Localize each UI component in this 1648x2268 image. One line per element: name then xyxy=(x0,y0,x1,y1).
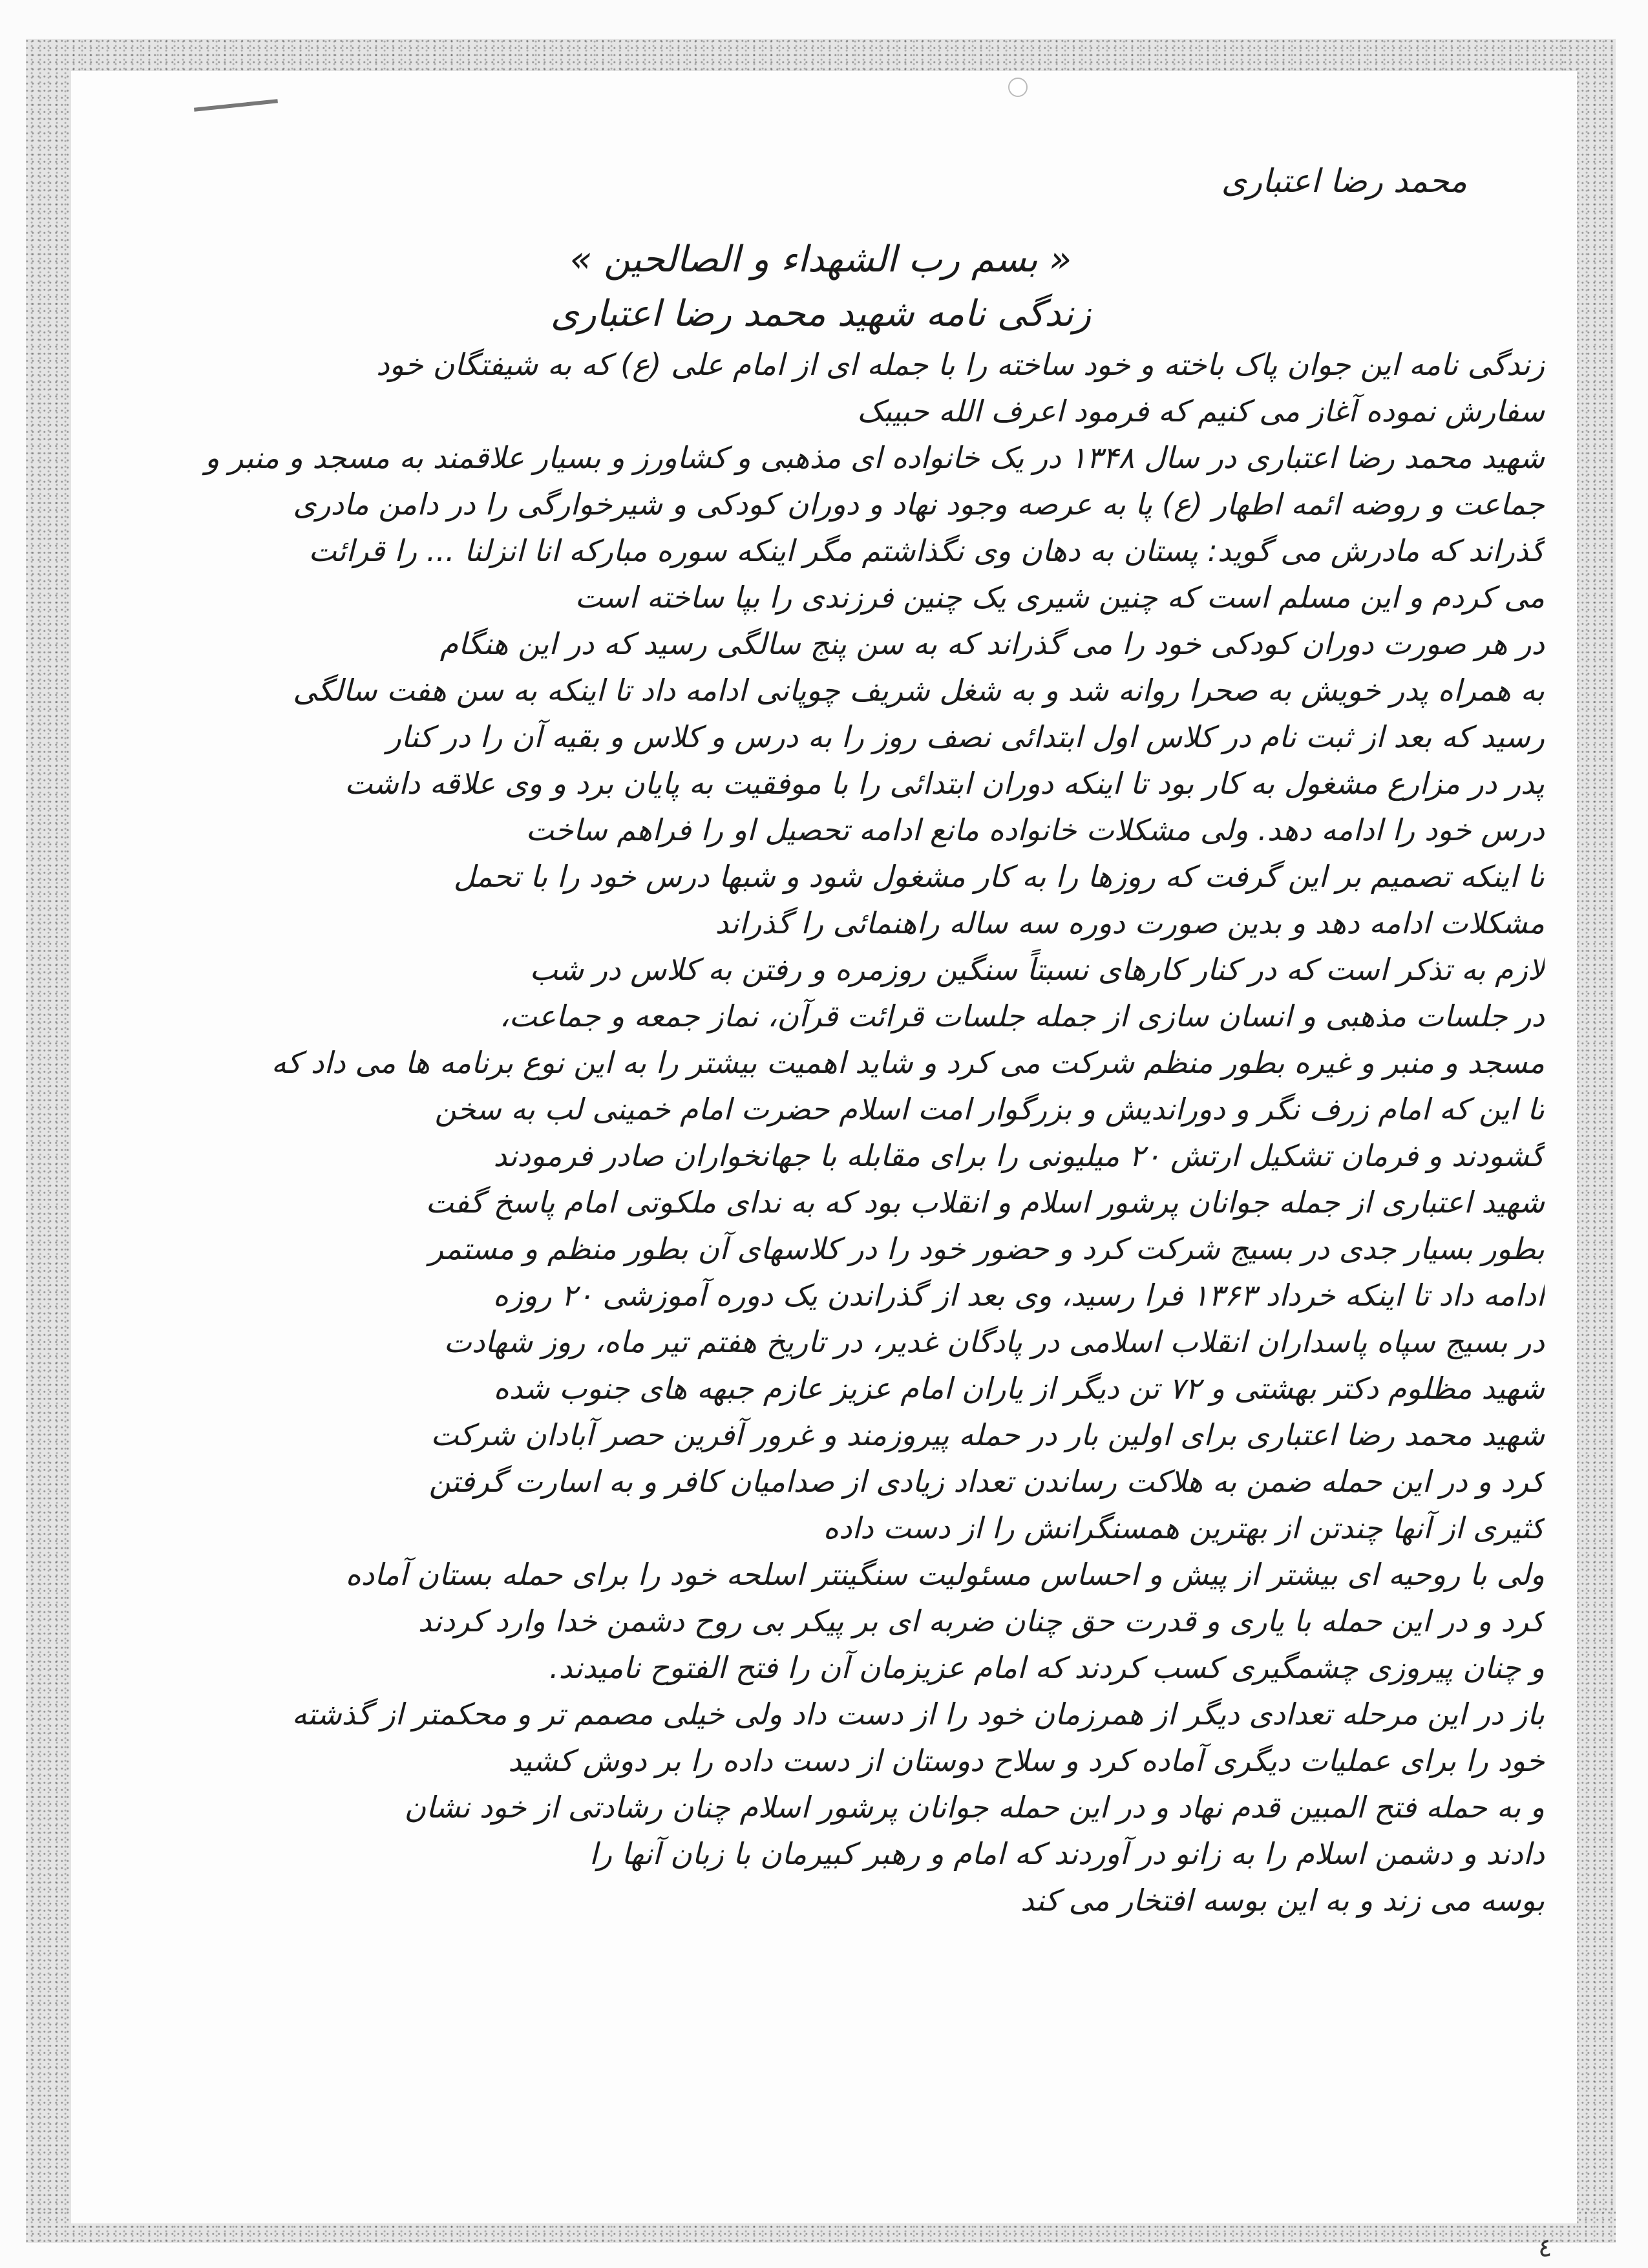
text-line: رسید که بعد از ثبت نام در کلاس اول ابتدائی نصف روز را به درس و کلاس و بقیه آن را در کنار xyxy=(386,719,1545,754)
author-note: محمد رضا اعتباری xyxy=(1221,162,1467,200)
heading-invocation: « بسم رب الشهداء و الصالحین » xyxy=(569,238,1072,281)
text-line: دادند و دشمن اسلام را به زانو در آوردند که امام و رهبر کبیرمان با زبان آنها را xyxy=(589,1836,1545,1871)
text-line: در بسیج سپاه پاسداران انقلاب اسلامی در پادگان غدیر، در تاریخ هفتم تیر ماه، روز شهادت xyxy=(443,1324,1545,1359)
text-line: مسجد و منبر و غیره بطور منظم شرکت می کرد و شاید اهمیت بیشتر را به این نوع برنامه ها می داد که xyxy=(271,1045,1545,1080)
text-line: تا اینکه تصمیم بر این گرفت که روزها را به کار مشغول شود و شبها درس خود را با تحمل xyxy=(453,859,1545,894)
punch-hole-mark xyxy=(1008,78,1028,97)
text-line: ادامه داد تا اینکه خرداد ۱۳۶۳ فرا رسید، وی بعد از گذراندن یک دوره آموزشی ۲۰ روزه xyxy=(492,1278,1545,1313)
text-line: سفارش نموده آغاز می کنیم که فرمود اعرف الله حبیبک xyxy=(857,394,1545,429)
text-line: گشودند و فرمان تشکیل ارتش ۲۰ میلیونی را برای مقابله با جهانخواران صادر فرمودند xyxy=(493,1138,1545,1173)
text-line: بوسه می زند و به این بوسه افتخار می کند xyxy=(1020,1883,1545,1918)
text-line: گذراند که مادرش می گوید: پستان به دهان وی نگذاشتم مگر اینکه سوره مبارکه انا انزلنا ... را قرائت xyxy=(308,533,1545,568)
text-line: زندگی نامه این جوان پاک باخته و خود ساخته را با جمله ای از امام علی (ع) که به شیفتگان خود xyxy=(376,347,1545,382)
text-line: تا این که امام زرف نگر و دوراندیش و بزرگوار امت اسلام حضرت امام خمینی لب به سخن xyxy=(434,1092,1545,1127)
text-line: ولی با روحیه ای بیشتر از پیش و احساس مسئولیت سنگینتر اسلحه خود را برای حمله بستان آماده xyxy=(345,1557,1545,1592)
text-line: شهید مظلوم دکتر بهشتی و ۷۲ تن دیگر از یاران امام عزیز عازم جبهه های جنوب شده xyxy=(493,1371,1545,1406)
text-line: شهید اعتباری از جمله جوانان پرشور اسلام و انقلاب بود که به ندای ملکوتی امام پاسخ گفت xyxy=(425,1185,1545,1220)
text-line: پدر در مزارع مشغول به کار بود تا اینکه دوران ابتدائی را با موفقیت به پایان برد و وی علاقه داشت xyxy=(344,766,1545,801)
text-line: در هر صورت دوران کودکی خود را می گذراند که به سن پنج سالگی رسید که در این هنگام xyxy=(439,626,1545,661)
handwritten-text-block xyxy=(97,142,1545,1924)
text-line: می کردم و این مسلم است که چنین شیری یک چنین فرزندی را بپا ساخته است xyxy=(575,580,1545,615)
text-line: باز در این مرحله تعدادی دیگر از همرزمان خود را از دست داد ولی خیلی مصمم تر و محکمتر از گذشته xyxy=(291,1697,1545,1732)
text-line: به همراه پدر خویش به صحرا روانه شد و به شغل شریف چوپانی ادامه داد تا اینکه به سن هفت سالگی xyxy=(293,673,1545,708)
text-line: شهید محمد رضا اعتباری برای اولین بار در حمله پیروزمند و غرور آفرین حصر آبادان شرکت xyxy=(430,1417,1545,1452)
text-line: لازم به تذکر است که در کنار کارهای نسبتاً سنگین روزمره و رفتن به کلاس در شب xyxy=(529,952,1545,987)
text-line: خود را برای عملیات دیگری آماده کرد و سلاح دوستان از دست داده را بر دوش کشید xyxy=(508,1743,1545,1778)
text-line: کرد و در این حمله با یاری و قدرت حق چنان ضربه ای بر پیکر بی روح دشمن خدا وارد کردند xyxy=(417,1604,1545,1638)
text-line: جماعت و روضه ائمه اطهار (ع) پا به عرصه وجود نهاد و دوران کودکی و شیرخوارگی را در دامن مادری xyxy=(293,487,1545,522)
text-line: و چنان پیروزی چشمگیری کسب کردند که امام عزیزمان آن را فتح الفتوح نامیدند. xyxy=(549,1650,1545,1685)
text-line: بطور بسیار جدی در بسیج شرکت کرد و حضور خود را در کلاسهای آن بطور منظم و مستمر xyxy=(428,1231,1545,1266)
text-line: درس خود را ادامه دهد. ولی مشکلات خانواده مانع ادامه تحصیل او را فراهم ساخت xyxy=(525,812,1545,847)
text-line: و به حمله فتح المبین قدم نهاد و در این حمله جوانان پرشور اسلام چنان رشادتی از خود نشان xyxy=(404,1790,1545,1825)
text-line: شهید محمد رضا اعتباری در سال ۱۳۴۸ در یک خانواده ای مذهبی و کشاورز و بسیار علاقمند به مسجد و منبر و xyxy=(205,440,1545,475)
heading-title: زندگی نامه شهید محمد رضا اعتباری xyxy=(550,293,1092,335)
page-number: ٤ xyxy=(1538,2233,1552,2263)
text-line: کرد و در این حمله ضمن به هلاکت رساندن تعداد زیادی از صدامیان کافر و به اسارت گرفتن xyxy=(428,1464,1545,1499)
text-line: در جلسات مذهبی و انسان سازی از جمله جلسات قرائت قرآن، نماز جمعه و جماعت، xyxy=(499,999,1545,1033)
text-line: مشکلات ادامه دهد و بدین صورت دوره سه ساله راهنمائی را گذراند xyxy=(715,906,1545,940)
text-line: کثیری از آنها چندتن از بهترین همسنگرانش را از دست داده xyxy=(823,1510,1545,1545)
